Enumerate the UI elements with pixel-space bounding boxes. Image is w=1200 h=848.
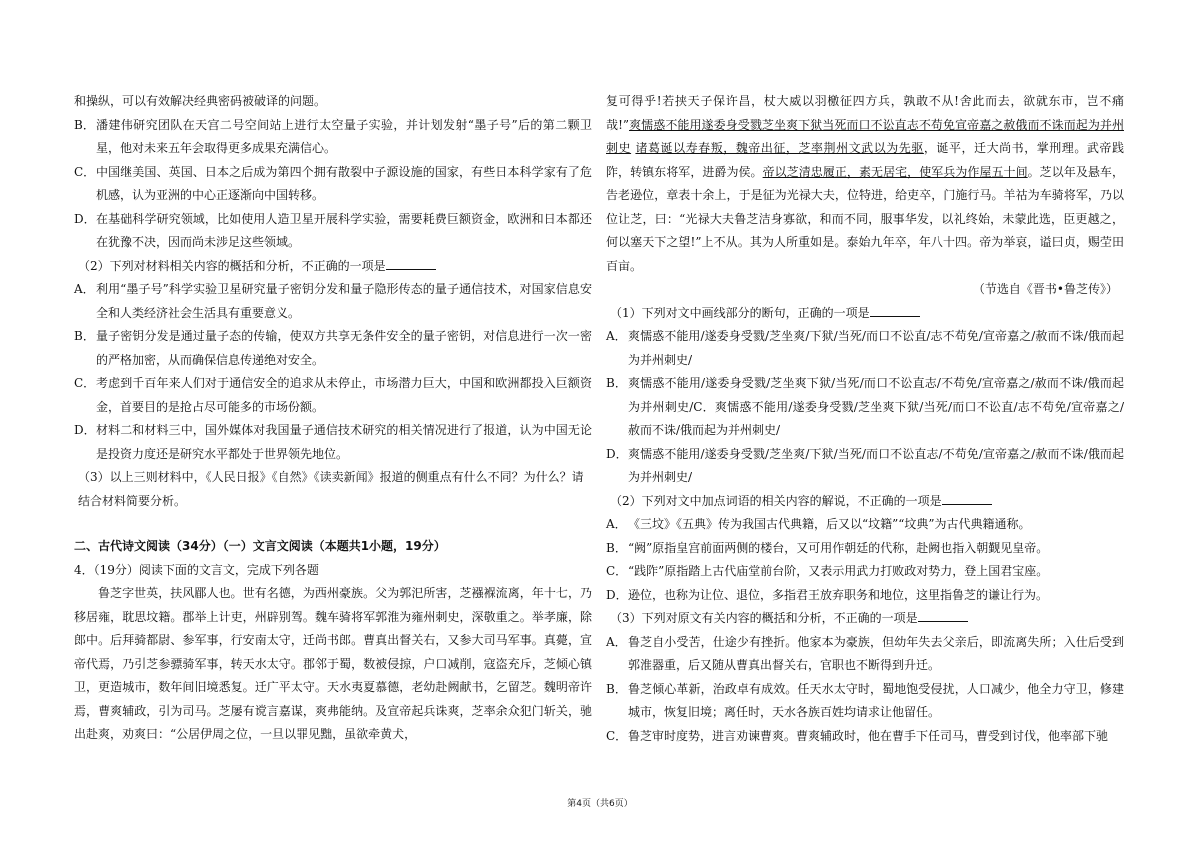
passage-continued: 复可得乎!若挟天子保许昌，杖大威以羽檄征四方兵，孰敢不从!舍此而去，欲就东市，岂不痛哉!”爽懦惑不能用遂委身受戮芝坐爽下狱当死而口不讼直志不苟免宣帝嘉之赦俄而不诛而起为并州刺史 诸葛诞以寿春叛，魏帝出征，芝率荆州文武以为先驱，诞平，迁大尚书，掌刑理。武帝践阼，转镇东将军，进爵为侯。帝以芝清忠履正，素无居宅，使军兵为作屋五十间。芝以年及悬车，告老逊位，章表十余上，于是征为光禄大夫，位特进，给吏卒，门施行马。羊祜为车骑将军，乃以位让芝，曰：“光禄大夫鲁芝洁身寡欲，和而不同，服事华发，以礼终始，未蒙此选，臣更越之，何以塞天下之望!”上不从。其为人所重如是。泰始九年卒，年八十四。帝为举哀，谥曰贞，赐茔田百亩。 — [606, 94, 1124, 273]
page-footer: 第4页（共6页） — [567, 799, 633, 809]
option-text: 中国继美国、英国、日本之后成为第四个拥有散裂中子源设施的国家，有些日本科学家有了危机感，认为亚洲的中心正逐渐向中国转移。 — [96, 164, 592, 202]
option-label: B． — [606, 681, 627, 696]
q2-option-a — [606, 513, 1124, 537]
answer-blank — [942, 492, 992, 505]
option-text: 材料二和材料三中，国外媒体对我国量子通信技术研究的相关情况进行了报道，认为中国无论是投资力度还是研究水平都处于世界领先地位。 — [96, 423, 592, 461]
option-text: 利用“墨子号”科学实验卫星研究量子密钥分发和量子隐形传态的量子通信技术，对国家信息安全和人类经济社会生活具有重要意义。 — [96, 282, 592, 320]
option-text: 潘建伟研究团队在天宫二号空间站上进行太空量子实验，并计划发射“墨子号”后的第二颗卫星，他对未来五年会取得更多成果充满信心。 — [96, 117, 592, 155]
continuation-line: 和操纵，可以有效解决经典密码被破译的问题。 — [74, 94, 327, 108]
option-text: 《三坟》《五典》传为我国古代典籍，后又以“坟籍”“坟典”为古代典籍通称。 — [628, 517, 1031, 531]
q2-stem: （2）下列对材料相关内容的概括和分析，不正确的一项是 — [74, 255, 592, 279]
option-text: 逊位，也称为让位、退位，多指君王放弃职务和地位，这里指鲁芝的谦让行为。 — [628, 587, 1049, 602]
right-column — [606, 90, 1124, 748]
option-label: B． — [606, 540, 627, 555]
option-text: 鲁芝倾心革新，治政卓有成效。任天水太守时，蜀地饱受侵扰，人口减少，他全力守卫，修建城市，恢复旧境；离任时，天水各族百姓均请求让他留任。 — [628, 681, 1124, 719]
option-text: “阙”原指皇宫前面两侧的楼台，又可用作朝廷的代称，赴阙也指入朝觐见皇帝。 — [628, 540, 1049, 555]
underlined-sentence-1: 爽懦惑不能用遂委身受戮芝坐爽下狱当死而口不讼直志不苟免宣帝嘉之赦俄而不诛而起为并州刺史 — [606, 117, 1124, 155]
answer-blank — [386, 257, 436, 270]
option-label: B． — [606, 376, 627, 390]
q3-option-b — [606, 678, 1124, 725]
q2-option-d — [74, 419, 592, 466]
underlined-sentence-3: 帝以芝清忠履正，素无居宅，使军兵为作屋五十间 — [762, 164, 1028, 179]
option-label: D． — [606, 446, 628, 461]
q2-option-b — [606, 537, 1124, 561]
option-text: 爽懦惑不能用/遂委身受戮/芝坐爽/下狱/当死/而口不讼直/志不苟免/宣帝嘉之/赦而不诛/俄而起为并州刺史/ — [628, 329, 1124, 367]
passage-source: （节选自《晋书•鲁芝传》） — [972, 282, 1118, 296]
option-label: D． — [74, 211, 96, 226]
q1-option-d — [606, 443, 1124, 490]
passage-text: 鲁芝字世英，扶风郿人也。世有名德，为西州豪族。父为郭汜所害，芝襁褓流离，年十七，乃移居雍，耽思坟籍。郡举上计吏，州辟别驾。魏车骑将军郭淮为雍州刺史，深敬重之。举孝廉，除郎中。后拜骑都尉、参军事，行安南太守，迁尚书郎。曹真出督关右，又参大司马军事。真薨，宣帝代焉，乃引芝参骠骑军事，转天水太守。郡邻于蜀，数被侵掠，户口减削，寇盗充斥，芝倾心镇卫，更造城市，数年间旧境悉复。迁广平太守。天水夷夏慕德，老幼赴阙献书，乞留芝。魏明帝许焉，曹爽辅政，引为司马。芝屡有谠言嘉谋，爽弗能纳。及宣帝起兵诛爽，芝率余众犯门斩关，驰出赴爽，劝爽曰：“公居伊周之位，一旦以罪见黜，虽欲牵黄犬， — [74, 586, 592, 741]
option-label: A． — [74, 282, 95, 296]
q1-option-a — [606, 325, 1124, 372]
q3-stem: （3）下列对原文有关内容的概括和分析，不正确的一项是 — [606, 607, 1124, 631]
option-text: 爽懦惑不能用/遂委身受戮/芝坐爽下狱/当死/而口不讼直志/不苟免/宣帝嘉之/赦而不诛/俄而起为并州刺史/C．爽懦惑不能用/遂委身受戮/芝坐爽下狱/当死/而口不讼直/志不苟免/宣帝嘉之/赦而不诛/俄而起为并州刺史/ — [628, 376, 1124, 437]
option-text: “践阼”原指踏上古代庙堂前台阶，又表示用武力打败政对势力，登上国君宝座。 — [628, 564, 1049, 578]
option-label: D． — [606, 587, 628, 602]
option-text: 爽懦惑不能用/遂委身受戮/芝坐爽/下狱/当死/而口不讼直志/不苟免/宣帝嘉之/赦而不诛/俄而起为并州刺史/ — [628, 446, 1124, 484]
q4-heading: 4．（19分）阅读下面的文言文，完成下列各题 — [74, 562, 319, 577]
option-label: C． — [606, 728, 628, 743]
option-label: C． — [74, 164, 96, 179]
option-label: B． — [74, 117, 95, 132]
option-label: B． — [74, 329, 95, 343]
q1-stem: （1）下列对文中画线部分的断句，正确的一项是 — [606, 302, 1124, 326]
q2-option-c — [606, 560, 1124, 584]
q1-option-b — [74, 114, 592, 161]
q2-option-a — [74, 278, 592, 325]
q1-option-d — [74, 208, 592, 255]
section-title: 二、古代诗文阅读（34分）（一）文言文阅读（本题共1小题，19分） — [74, 539, 446, 553]
q3-option-a — [606, 631, 1124, 678]
option-text: 鲁芝自小受苦，仕途少有挫折。他家本为豪族，但幼年失去父亲后，即流离失所；入仕后受到郭淮器重，后又随从曹真出督关右，官职也不断得到升迁。 — [628, 634, 1124, 672]
option-label: A． — [606, 634, 627, 649]
option-label: C． — [74, 376, 96, 390]
option-text: 量子密钥分发是通过量子态的传输，使双方共享无条件安全的量子密钥，对信息进行一次一密的严格加密，从而确保信息传递绝对安全。 — [96, 329, 592, 367]
q2-stem: （2）下列对文中加点词语的相关内容的解说，不正确的一项是 — [606, 490, 1124, 514]
option-label: D． — [74, 423, 96, 437]
q1-option-b — [606, 372, 1124, 443]
underlined-sentence-2: 诸葛诞以寿春叛，魏帝出征，芝率荆州文武以为先驱 — [635, 141, 924, 155]
answer-blank — [870, 304, 920, 317]
option-text: 考虑到千百年来人们对于通信安全的追求从未停止，市场潜力巨大，中国和欧洲都投入巨额资金，首要目的是抢占尽可能多的市场份额。 — [96, 376, 592, 414]
answer-blank — [918, 609, 968, 622]
q3-stem: （3）以上三则材料中，《人民日报》《自然》《读卖新闻》报道的侧重点有什么不同？为什么？请结合材料简要分析。 — [78, 470, 584, 508]
option-text: 在基础科学研究领域，比如使用人造卫星开展科学实验，需要耗费巨额资金，欧洲和日本都还在犹豫不决，因而尚未涉足这些领域。 — [96, 211, 592, 249]
left-column — [74, 90, 592, 747]
option-label: A． — [606, 517, 627, 531]
q3-option-c — [606, 725, 1124, 749]
q2-option-d — [606, 584, 1124, 608]
option-text: 鲁芝审时度势，进言劝谏曹爽。曹爽辅政时，他在曹手下任司马，曹受到讨伐，他率部下驰 — [628, 728, 1109, 743]
option-label: A． — [606, 329, 627, 343]
q2-option-c — [74, 372, 592, 419]
q1-option-c — [74, 161, 592, 208]
option-label: C． — [606, 564, 628, 578]
q2-option-b — [74, 325, 592, 372]
